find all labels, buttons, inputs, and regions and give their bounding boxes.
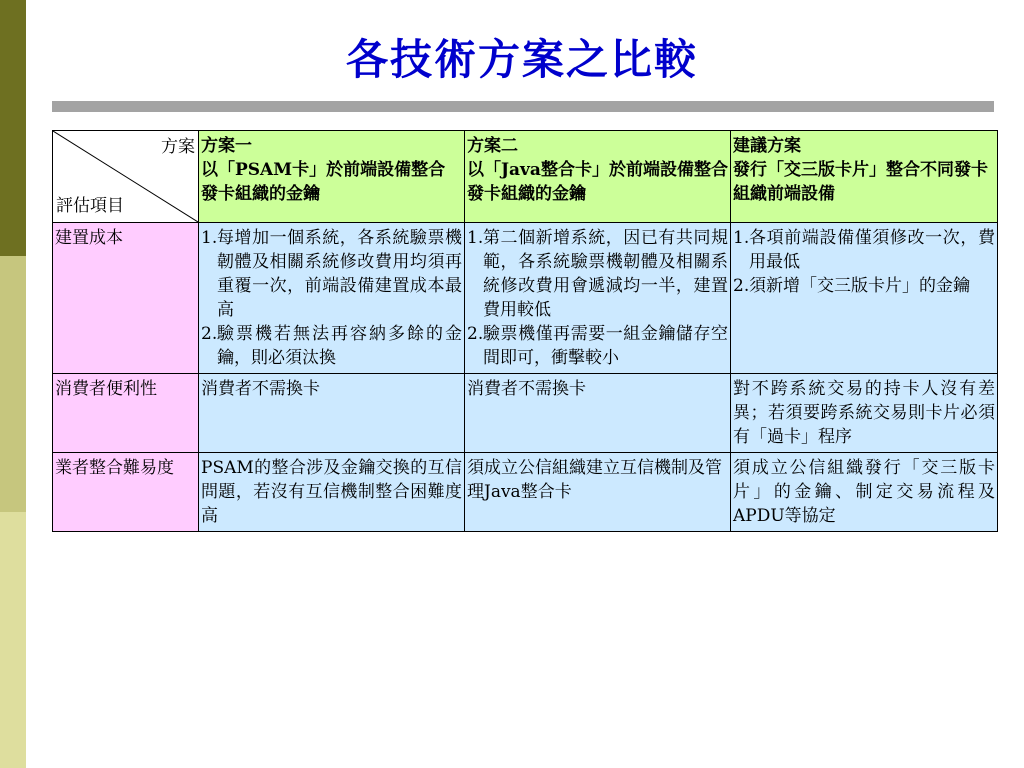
list-item-text: 每增加一個系統，各系統驗票機韌體及相關系統修改費用均須再重覆一次，前端設備建置成本最高 bbox=[217, 228, 462, 320]
row-label-cost: 建置成本 bbox=[53, 223, 199, 374]
header-option-1 bbox=[199, 131, 465, 223]
integration-option-2: 須成立公信組織建立互信機制及管理Java整合卡 bbox=[465, 453, 731, 532]
table-row-convenience bbox=[53, 374, 998, 453]
list-item-number: 1. bbox=[201, 228, 218, 248]
list-item bbox=[201, 226, 462, 322]
header-option-1-text: 方案一 以「PSAM卡」於前端設備整合發卡組織的金鑰 bbox=[201, 136, 446, 204]
list-item-number: 2. bbox=[467, 324, 484, 344]
header-recommended-text: 建議方案 發行「交三版卡片」整合不同發卡組織前端設備 bbox=[733, 136, 988, 204]
cost-option-1 bbox=[199, 223, 465, 374]
list-item-text: 須新增「交三版卡片」的金鑰 bbox=[749, 276, 970, 296]
comparison-table bbox=[52, 130, 998, 532]
list-item bbox=[201, 322, 462, 370]
header-recommended bbox=[731, 131, 998, 223]
row-label-convenience: 消費者便利性 bbox=[53, 374, 199, 453]
table-row-integration bbox=[53, 453, 998, 532]
list-item-number: 1. bbox=[467, 228, 484, 248]
list-item-text: 第二個新增系統，因已有共同規範，各系統驗票機韌體及相關系統修改費用會遞減均一半，建置費用較低 bbox=[483, 228, 728, 320]
title-divider bbox=[52, 101, 994, 112]
slide-title: 各技術方案之比較 bbox=[345, 35, 698, 84]
cost-recommended-list bbox=[733, 226, 995, 298]
side-bar-segment-dark bbox=[0, 0, 26, 256]
corner-bottom-label: 評估項目 bbox=[56, 196, 124, 216]
table-row-cost bbox=[53, 223, 998, 374]
convenience-option-1: 消費者不需換卡 bbox=[199, 374, 465, 453]
table-corner-cell bbox=[53, 131, 199, 223]
convenience-option-2: 消費者不需換卡 bbox=[465, 374, 731, 453]
list-item-number: 2. bbox=[733, 276, 750, 296]
side-bar-segment-light bbox=[0, 512, 26, 768]
cost-option-2-list bbox=[467, 226, 728, 370]
decorative-side-bar bbox=[0, 0, 26, 768]
list-item-number: 1. bbox=[733, 228, 750, 248]
header-option-2-text: 方案二 以「Java整合卡」於前端設備整合發卡組織的金鑰 bbox=[467, 136, 728, 204]
cost-option-2 bbox=[465, 223, 731, 374]
side-bar-segment-mid bbox=[0, 256, 26, 512]
convenience-recommended: 對不跨系統交易的持卡人沒有差異；若須要跨系統交易則卡片必須有「過卡」程序 bbox=[731, 374, 998, 453]
list-item bbox=[733, 274, 995, 298]
row-label-integration: 業者整合難易度 bbox=[53, 453, 199, 532]
header-option-2 bbox=[465, 131, 731, 223]
integration-option-1: PSAM的整合涉及金鑰交換的互信問題，若沒有互信機制整合困難度高 bbox=[199, 453, 465, 532]
cost-option-1-list bbox=[201, 226, 462, 370]
integration-recommended: 須成立公信組織發行「交三版卡片」的金鑰、制定交易流程及APDU等協定 bbox=[731, 453, 998, 532]
list-item-number: 2. bbox=[201, 324, 218, 344]
list-item-text: 驗票機僅再需要一組金鑰儲存空間即可，衝擊較小 bbox=[483, 324, 728, 368]
table-header-row bbox=[53, 131, 998, 223]
cost-recommended bbox=[731, 223, 998, 374]
list-item bbox=[467, 322, 728, 370]
list-item bbox=[733, 226, 995, 274]
list-item-text: 驗票機若無法再容納多餘的金鑰，則必須汰換 bbox=[217, 324, 462, 368]
list-item bbox=[467, 226, 728, 322]
list-item-text: 各項前端設備僅須修改一次，費用最低 bbox=[749, 228, 995, 272]
corner-top-label: 方案 bbox=[161, 137, 195, 157]
